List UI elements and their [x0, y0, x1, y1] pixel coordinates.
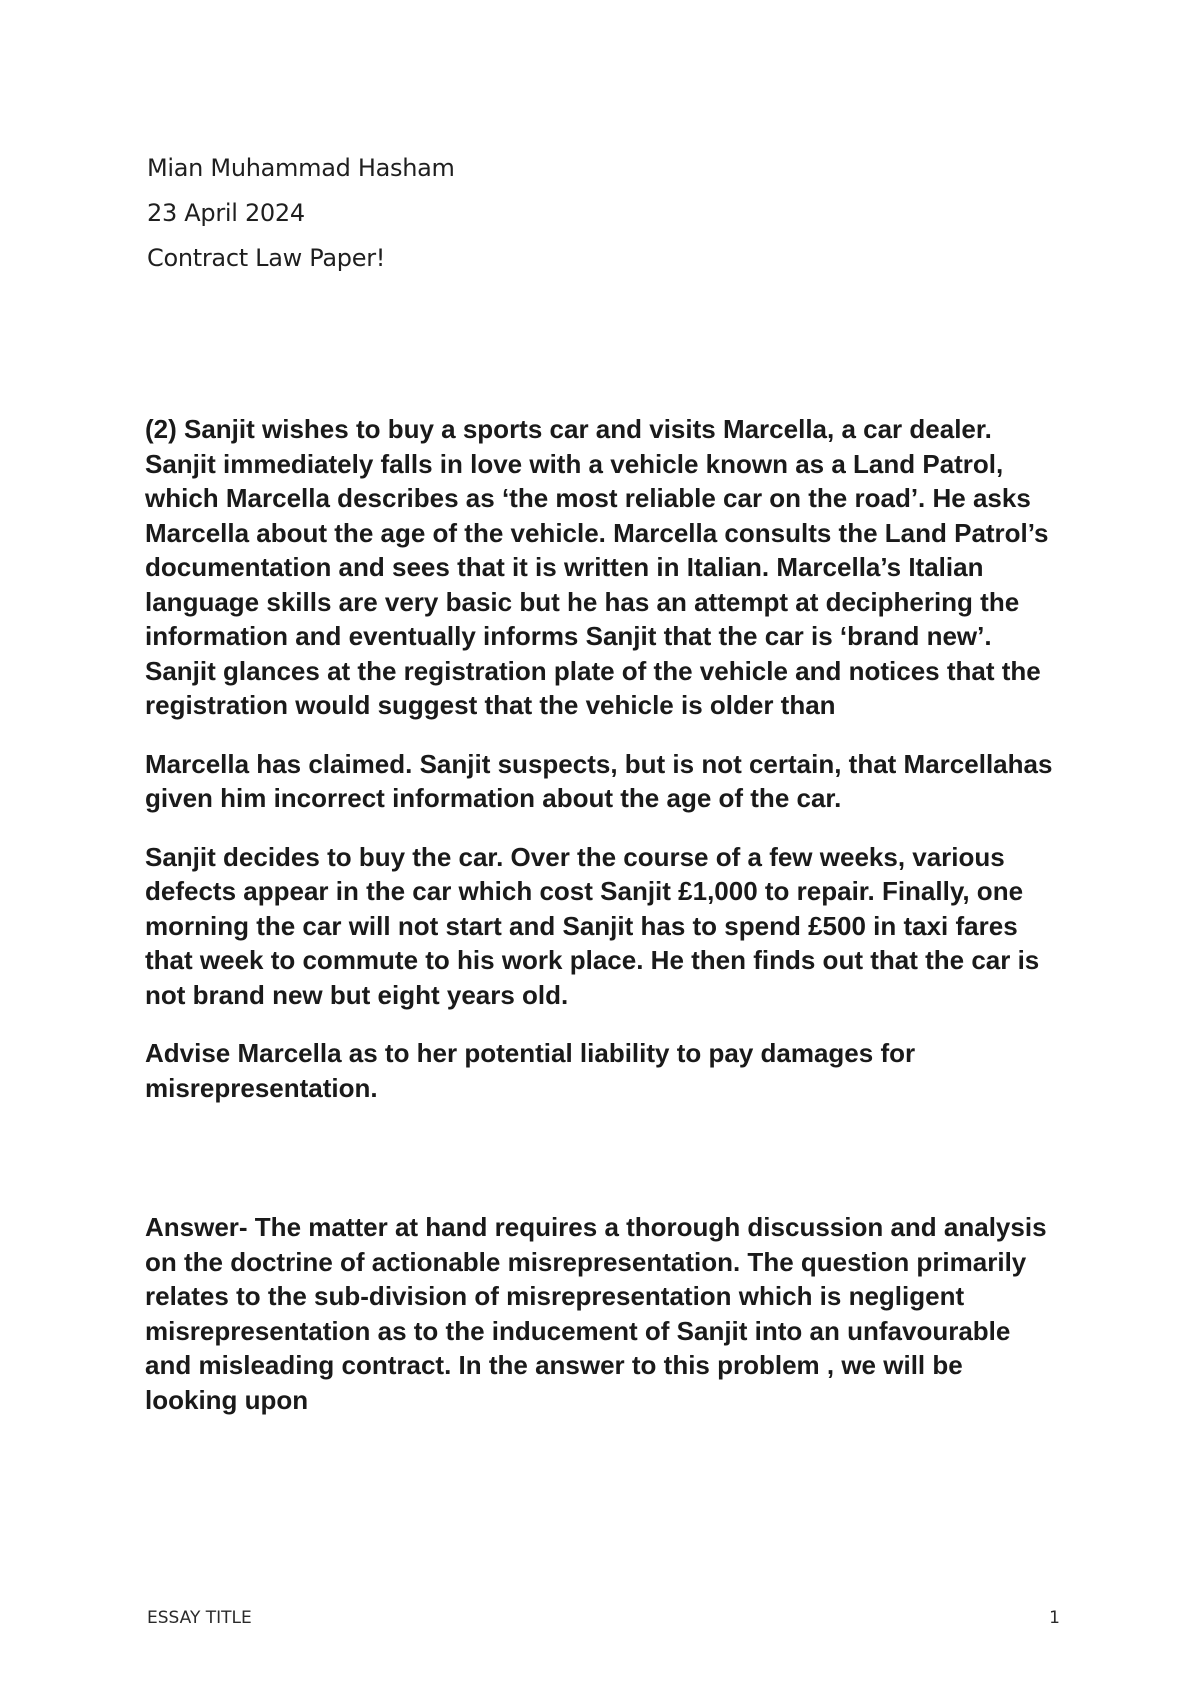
page-number: 1 — [1049, 1608, 1060, 1628]
document-body — [145, 412, 1060, 1441]
question-paragraph-1: (2) Sanjit wishes to buy a sports car and visits Marcella, a car dealer. Sanjit immediately falls in love with a vehicle known as a Land Patrol, which Marcella describes as ‘the most reliable car on the road’. He asks Marcella about the age of the vehicle. Marcella consults the Land Patrol’s documentation and sees that it is written in Italian. Marcella’s Italian language skills are very basic but he has an attempt at deciphering the information and eventually informs Sanjit that the car is ‘brand new’. Sanjit glances at the registration plate of the vehicle and notices that the registration would suggest that the vehicle is older than — [145, 414, 1049, 720]
answer-paragraph: Answer- The matter at hand requires a thorough discussion and analysis on the doctrine of actionable misrepresentation. The question primarily relates to the sub-division of misrepresentation which is negligent misrepresentation as to the inducement of Sanjit into an unfavourable and misleading contract. In the answer to this problem , we will be looking upon — [145, 1212, 1047, 1415]
document-title: Contract Law Paper! — [147, 244, 386, 272]
question-prompt: Advise Marcella as to her potential liability to pay damages for misrepresentation. — [145, 1038, 916, 1103]
page-footer — [147, 1608, 1060, 1628]
question-paragraph-3: Sanjit decides to buy the car. Over the course of a few weeks, various defects appear in the car which cost Sanjit £1,000 to repair. Finally, one morning the car will not start and Sanjit has to spend £500 in taxi fares that week to commute to his work place. He then finds out that the car is not brand new but eight years old. — [145, 841, 1040, 1010]
document-header — [147, 146, 1047, 281]
question-paragraph-2: Marcella has claimed. Sanjit suspects, but is not certain, that Marcellahas given him incorrect information about the age of the car. — [145, 748, 1053, 813]
author-name: Mian Muhammad Hasham — [147, 154, 455, 182]
document-date: 23 April 2024 — [147, 199, 305, 227]
footer-label: ESSAY TITLE — [147, 1608, 252, 1628]
